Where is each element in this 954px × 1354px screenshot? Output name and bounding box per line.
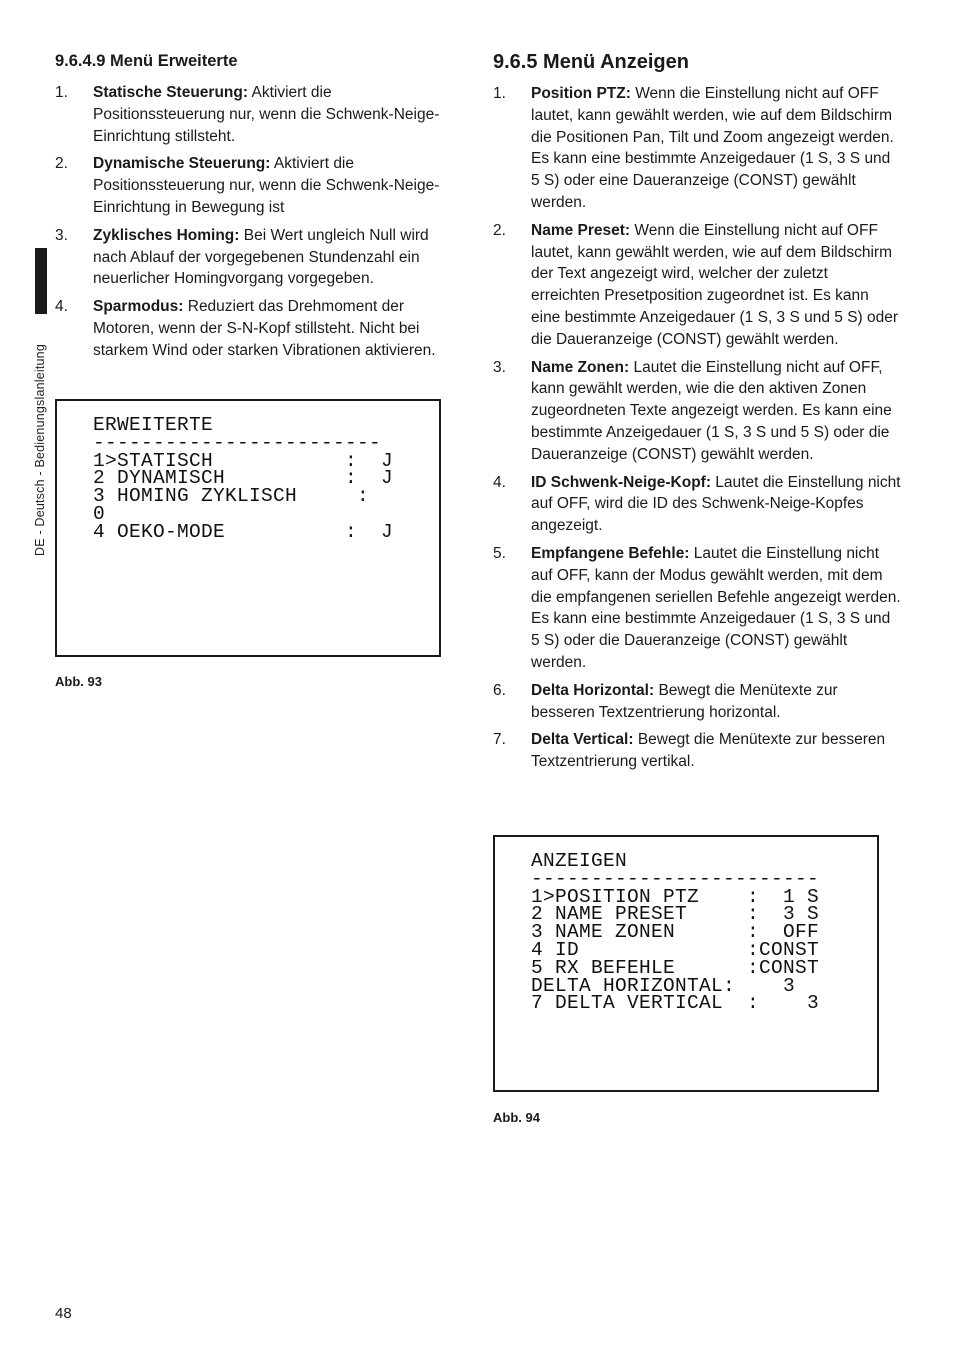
item-number: 2. bbox=[55, 155, 68, 173]
side-language-label: DE - Deutsch - Bedienungslanleitung bbox=[33, 344, 47, 556]
item-term: Delta Horizontal: bbox=[531, 681, 655, 699]
item-text: Aktiviert die Positionssteuerung nur, wenn die Schwenk-Neige-Einrichtung in Bewegung ist bbox=[93, 155, 440, 216]
list-item bbox=[493, 543, 901, 674]
list-item bbox=[493, 472, 901, 537]
list-item bbox=[493, 83, 901, 214]
osd-screen-anzeigen bbox=[493, 835, 879, 1092]
item-text: Reduziert das Drehmoment der Motoren, wenn der S-N-Kopf stillsteht. Nicht bei starkem Wind oder starken Vibrationen aktivieren. bbox=[93, 298, 436, 359]
item-term: Dynamische Steuerung: bbox=[93, 155, 271, 173]
item-text: Bewegt die Menütexte zur besseren Textzentrierung vertikal. bbox=[531, 731, 886, 771]
list-item bbox=[55, 82, 465, 147]
item-term: Statische Steuerung: bbox=[93, 84, 249, 101]
item-number: 1. bbox=[55, 84, 68, 101]
item-text: Wenn die Einstellung nicht auf OFF lautet, kann gewählt werden, wie auf dem Bildschirm die Positionen Pan, Tilt und Zoom angezeigt werden. Es kann eine bestimmte Anzeigedauer (1 S, 3 S und 5 S) oder eine Daueranzeige (CONST) gewählt werden. bbox=[531, 85, 894, 211]
item-term: ID Schwenk-Neige-Kopf: bbox=[531, 473, 711, 491]
item-text: Lautet die Einstellung nicht auf OFF, kann gewählt werden, wie die den aktiven Zonen zugeordneten Texte angezeigt werden. Es kann eine bestimmte Anzeigedauer (1 S, 3 S und 5 S) oder die Daueranzeige (CONST) gewählt werden. bbox=[531, 358, 892, 463]
item-text: Wenn die Einstellung nicht auf OFF lautet, kann gewählt werden, wie auf dem Bildschirm der Text angezeigt wird, welcher der zuletzt erreichten Presetposition zugeordnet ist. Es kann eine bestimmte Anzeigedauer (1 S, 3 S und 5 S) oder die Daueranzeige (CONST) gewählt werden. bbox=[531, 221, 899, 348]
list-item bbox=[493, 357, 901, 466]
item-number: 2. bbox=[493, 221, 506, 239]
osd-menu-text: ANZEIGEN ------------------------ 1>POSITION PTZ : 1 S 2 NAME PRESET : 3 S 3 NAME ZONEN : OFF 4 ID :CONST 5 RX BEFEHLE :CONST DELTA HORIZONTAL: 3 7 DELTA VERTICAL : 3 bbox=[531, 850, 820, 1015]
item-text: Bei Wert ungleich Null wird nach Ablauf der vorgegebenen Stundenzahl ein neuerlicher Homingvorgang vorgegeben. bbox=[93, 226, 429, 288]
erweiterte-list bbox=[55, 82, 465, 368]
section-heading-anzeigen: 9.6.5 Menü Anzeigen bbox=[493, 51, 689, 73]
figure-caption: Abb. 94 bbox=[493, 1110, 540, 1125]
item-number: 1. bbox=[493, 85, 506, 102]
osd-screen-erweiterte bbox=[55, 399, 441, 657]
section-heading-erweiterte: 9.6.4.9 Menü Erweiterte bbox=[55, 52, 238, 70]
item-number: 4. bbox=[493, 473, 506, 491]
item-number: 4. bbox=[55, 298, 68, 316]
item-number: 6. bbox=[493, 681, 506, 699]
item-number: 3. bbox=[493, 358, 506, 376]
osd-menu-text: ERWEITERTE ------------------------ 1>STATISCH : J 2 DYNAMISCH : J 3 HOMING ZYKLISCH : 0 4 OEKO-MODE : J bbox=[93, 414, 394, 543]
item-term: Sparmodus: bbox=[93, 298, 184, 316]
anzeigen-list bbox=[493, 83, 901, 779]
list-item bbox=[493, 680, 901, 724]
item-number: 3. bbox=[55, 226, 68, 244]
item-text: Aktiviert die Positionssteuerung nur, wenn die Schwenk-Neige-Einrichtung stillsteht. bbox=[93, 84, 440, 145]
item-text: Lautet die Einstellung nicht auf OFF, wird die ID des Schwenk-Neige-Kopfes angezeigt. bbox=[531, 473, 901, 535]
list-item bbox=[55, 296, 465, 361]
item-number: 7. bbox=[493, 731, 506, 749]
list-item bbox=[55, 225, 465, 290]
item-number: 5. bbox=[493, 544, 506, 562]
item-term: Delta Vertical: bbox=[531, 731, 634, 749]
item-term: Empfangene Befehle: bbox=[531, 544, 690, 562]
side-tab-marker bbox=[35, 248, 47, 314]
list-item bbox=[493, 729, 901, 773]
list-item bbox=[55, 153, 465, 218]
page-number: 48 bbox=[55, 1305, 72, 1322]
item-term: Name Zonen: bbox=[531, 358, 630, 376]
item-text: Bewegt die Menütexte zur besseren Textzentrierung horizontal. bbox=[531, 681, 838, 721]
list-item bbox=[493, 220, 901, 351]
figure-caption: Abb. 93 bbox=[55, 674, 102, 689]
item-term: Position PTZ: bbox=[531, 85, 631, 102]
item-term: Zyklisches Homing: bbox=[93, 226, 240, 244]
item-text: Lautet die Einstellung nicht auf OFF, kann der Modus gewählt werden, mit dem die empfangenen seriellen Befehle angezeigt werden. Es kann eine bestimmte Anzeigedauer (1 S, 3 S und 5 S) oder die Daueranzeige (CONST) gewählt werden. bbox=[531, 544, 901, 671]
item-term: Name Preset: bbox=[531, 221, 631, 239]
